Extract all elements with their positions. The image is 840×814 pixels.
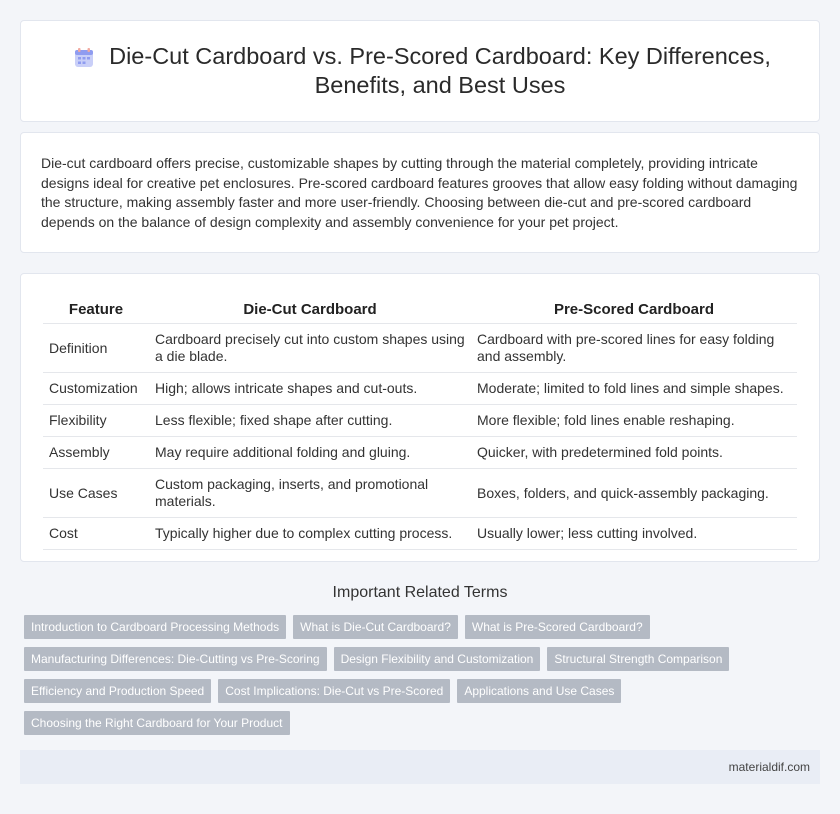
column-header: Pre-Scored Cardboard: [471, 295, 797, 324]
table-cell-feature: Cost: [43, 518, 149, 550]
column-header: Die-Cut Cardboard: [149, 295, 471, 324]
table-cell-die-cut: Less flexible; fixed shape after cutting.: [149, 405, 471, 437]
table-cell-die-cut: Typically higher due to complex cutting process.: [149, 518, 471, 550]
footer-bar: [20, 750, 820, 784]
table-header-row: [43, 295, 797, 324]
footer-site-link[interactable]: materialdif.com: [728, 760, 810, 774]
related-term-tag[interactable]: What is Die-Cut Cardboard?: [293, 615, 458, 639]
table-cell-pre-scored: Usually lower; less cutting involved.: [471, 518, 797, 550]
table-row: [43, 405, 797, 437]
related-term-tag[interactable]: Structural Strength Comparison: [547, 647, 729, 671]
related-term-tag[interactable]: Choosing the Right Cardboard for Your Product: [24, 711, 290, 735]
table-cell-feature: Assembly: [43, 437, 149, 469]
table-cell-die-cut: Cardboard precisely cut into custom shapes using a die blade.: [149, 324, 471, 373]
page-title: Die-Cut Cardboard vs. Pre-Scored Cardboard: Key Differences, Benefits, and Best Uses: [109, 43, 771, 98]
related-term-tag[interactable]: Cost Implications: Die-Cut vs Pre-Scored: [218, 679, 450, 703]
table-row: [43, 373, 797, 405]
related-term-tag[interactable]: Efficiency and Production Speed: [24, 679, 211, 703]
table-cell-die-cut: High; allows intricate shapes and cut-outs.: [149, 373, 471, 405]
table-cell-feature: Flexibility: [43, 405, 149, 437]
table-row: [43, 437, 797, 469]
related-term-tag[interactable]: Introduction to Cardboard Processing Methods: [24, 615, 286, 639]
table-cell-pre-scored: More flexible; fold lines enable reshaping.: [471, 405, 797, 437]
table-cell-pre-scored: Boxes, folders, and quick-assembly packaging.: [471, 469, 797, 518]
related-term-tag[interactable]: What is Pre-Scored Cardboard?: [465, 615, 650, 639]
related-term-tag[interactable]: Design Flexibility and Customization: [334, 647, 541, 671]
table-row: [43, 324, 797, 373]
table-cell-feature: Definition: [43, 324, 149, 373]
header-card: [20, 20, 820, 122]
table-cell-pre-scored: Cardboard with pre-scored lines for easy folding and assembly.: [471, 324, 797, 373]
related-terms-list: [24, 615, 814, 735]
column-header: Feature: [43, 295, 149, 324]
comparison-card: [20, 273, 820, 562]
comparison-table: [43, 295, 797, 550]
table-row: [43, 469, 797, 518]
table-cell-pre-scored: Quicker, with predetermined fold points.: [471, 437, 797, 469]
related-term-tag[interactable]: Manufacturing Differences: Die-Cutting vs Pre-Scoring: [24, 647, 327, 671]
table-cell-die-cut: Custom packaging, inserts, and promotional materials.: [149, 469, 471, 518]
calendar-icon: [73, 47, 95, 69]
intro-text: Die-cut cardboard offers precise, customizable shapes by cutting through the material completely, providing intricate designs ideal for creative pet enclosures. Pre-scored cardboard features grooves that allow easy folding without damaging the structure, making assembly faster and more user-friendly. Choosing between die-cut and pre-scored cardboard depends on the balance of design complexity and assembly convenience for your pet project.: [41, 155, 798, 230]
table-cell-feature: Use Cases: [43, 469, 149, 518]
related-terms-heading: Important Related Terms: [332, 584, 508, 601]
table-row: [43, 518, 797, 550]
table-cell-feature: Customization: [43, 373, 149, 405]
table-cell-die-cut: May require additional folding and gluing.: [149, 437, 471, 469]
table-cell-pre-scored: Moderate; limited to fold lines and simple shapes.: [471, 373, 797, 405]
related-term-tag[interactable]: Applications and Use Cases: [457, 679, 621, 703]
intro-card: [20, 132, 820, 253]
